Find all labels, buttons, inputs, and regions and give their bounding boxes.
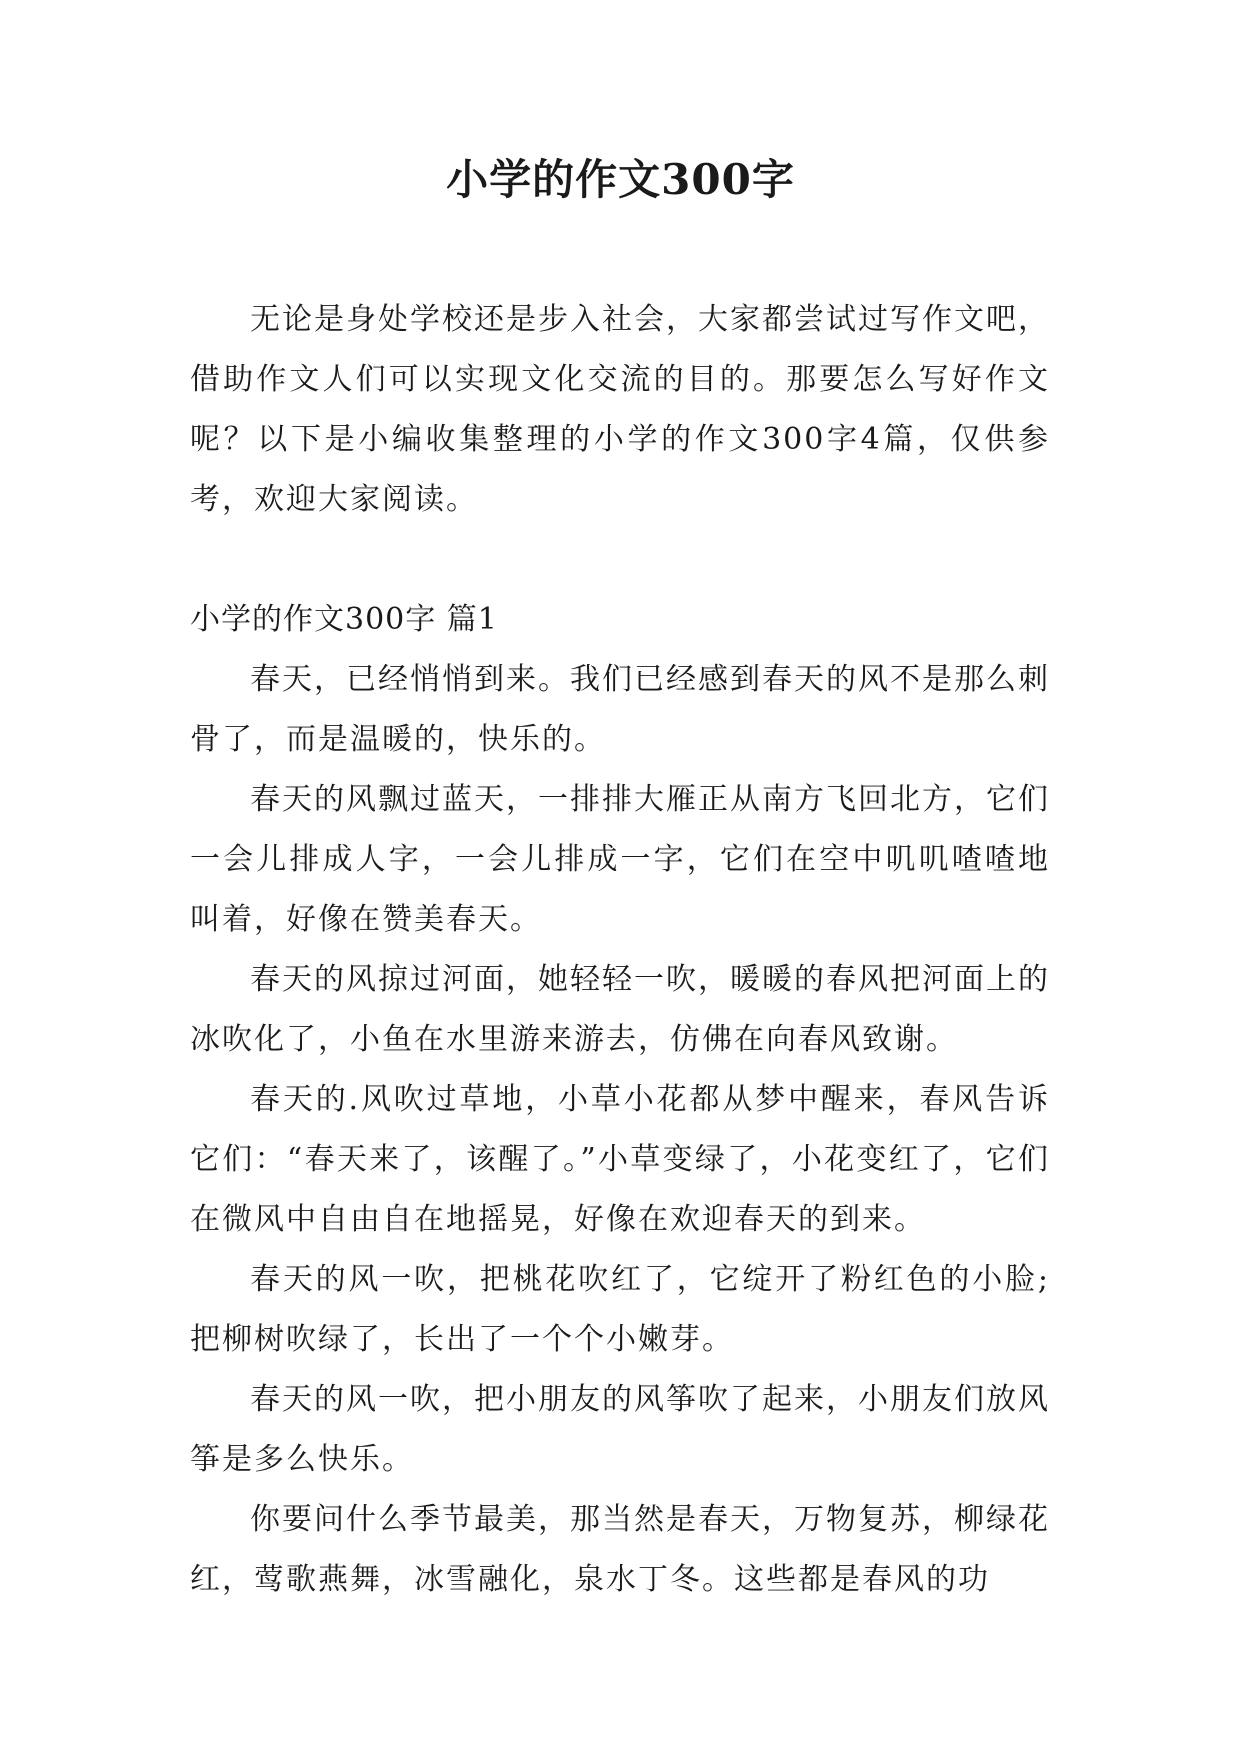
body-paragraph: 春天，已经悄悄到来。我们已经感到春天的风不是那么刺骨了，而是温暖的，快乐的。	[190, 662, 1050, 757]
intro-paragraph: 无论是身处学校还是步入社会，大家都尝试过写作文吧，借助作文人们可以实现文化交流的目的。那要怎么写好作文呢？以下是小编收集整理的小学的作文300字4篇，仅供参考，欢迎大家阅读。	[190, 302, 1050, 517]
document-body	[190, 290, 1050, 1610]
body-paragraph: 春天的风一吹，把桃花吹红了，它绽开了粉红色的小脸;把柳树吹绿了，长出了一个个小嫩芽。	[190, 1262, 1050, 1357]
document-title: 小学的作文300字	[446, 155, 795, 204]
body-paragraph: 春天的.风吹过草地，小草小花都从梦中醒来，春风告诉它们：“春天来了，该醒了。”小草变绿了，小花变红了，它们在微风中自由自在地摇晃，好像在欢迎春天的到来。	[190, 1082, 1050, 1237]
body-paragraph: 春天的风一吹，把小朋友的风筝吹了起来，小朋友们放风筝是多么快乐。	[190, 1382, 1050, 1477]
body-paragraph: 春天的风掠过河面，她轻轻一吹，暖暖的春风把河面上的冰吹化了，小鱼在水里游来游去，仿佛在向春风致谢。	[190, 962, 1050, 1057]
body-paragraph: 你要问什么季节最美，那当然是春天，万物复苏，柳绿花红，莺歌燕舞，冰雪融化，泉水丁冬。这些都是春风的功	[190, 1502, 1050, 1597]
section-heading: 小学的作文300字 篇1	[190, 602, 498, 637]
body-paragraph: 春天的风飘过蓝天，一排排大雁正从南方飞回北方，它们一会儿排成人字，一会儿排成一字，它们在空中叽叽喳喳地叫着，好像在赞美春天。	[190, 782, 1050, 937]
